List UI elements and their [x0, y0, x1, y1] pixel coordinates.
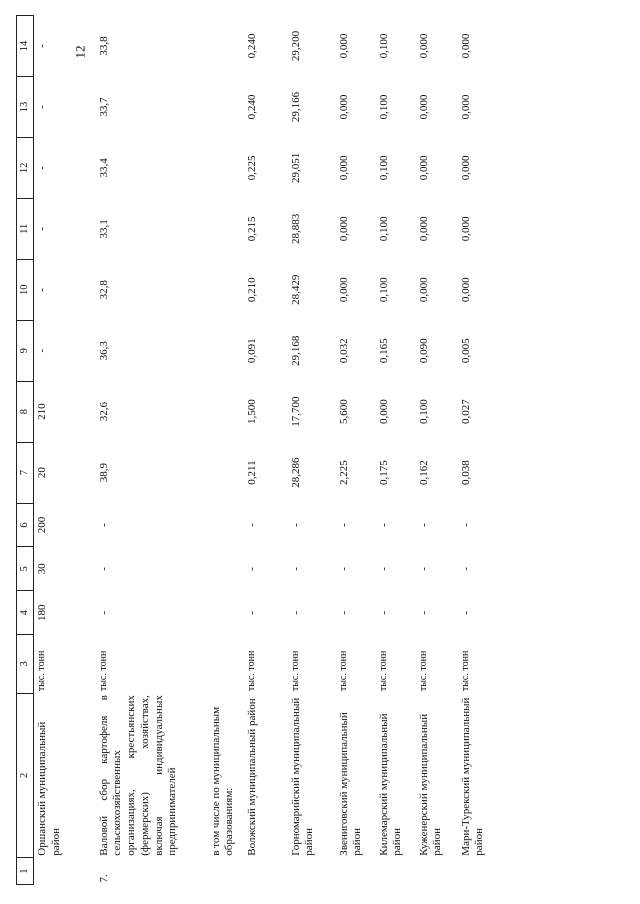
unit-cell: тыс. тонн	[97, 650, 109, 692]
value-cell: 5,600	[337, 399, 350, 424]
value-cell: 0,000	[377, 399, 390, 424]
value-cell: -	[377, 567, 390, 571]
row-number: 7.	[97, 874, 110, 883]
value-cell: 0,000	[337, 277, 350, 303]
row-name: Килемарский муниципальный район	[377, 713, 404, 856]
value-cell: 0,005	[459, 338, 472, 364]
value-cell: 33,4	[97, 158, 110, 178]
row-name: Мари-Турекский муниципальный район	[459, 697, 486, 856]
row-number	[336, 858, 376, 885]
column-header: 8	[17, 381, 34, 442]
value-cell: 210	[36, 403, 48, 420]
value-cell	[208, 137, 244, 198]
value-cell: 28,429	[289, 274, 302, 305]
unit-cell: тыс. тонн	[245, 650, 257, 692]
row-name: Горномарийский муниципальный район	[289, 697, 316, 856]
rotated-table-container	[16, 15, 624, 885]
column-header: 5	[17, 547, 34, 591]
table-row	[244, 16, 288, 885]
row-number	[34, 858, 96, 885]
value-cell: 0,215	[245, 216, 258, 242]
value-cell: 0,165	[377, 338, 390, 364]
value-cell: 0,240	[245, 33, 258, 59]
value-cell: 0,100	[377, 33, 390, 59]
column-header: 11	[17, 198, 34, 259]
value-cell: 0,000	[337, 33, 350, 59]
unit-cell: тыс. тонн	[289, 650, 301, 692]
value-cell: -	[97, 567, 110, 571]
column-header: 9	[17, 320, 34, 381]
table-row	[208, 16, 244, 885]
row-number	[376, 858, 416, 885]
value-cell: -	[97, 523, 110, 527]
column-header: 6	[17, 503, 34, 547]
value-cell: 0,000	[459, 277, 472, 303]
value-cell: 32,8	[97, 280, 110, 300]
column-header: 12	[17, 137, 34, 198]
value-cell: 0,000	[459, 216, 472, 242]
table-body	[34, 16, 504, 885]
table-row	[336, 16, 376, 885]
value-cell: -	[36, 105, 48, 109]
table-row	[416, 16, 458, 885]
row-number	[288, 858, 336, 885]
value-cell: 32,6	[97, 402, 110, 422]
value-cell: -	[36, 226, 48, 231]
value-cell: -	[417, 523, 430, 527]
value-cell: -	[36, 166, 48, 170]
row-name: в том числе по муниципальным образованиям:	[209, 706, 236, 856]
value-cell: 0,162	[417, 460, 430, 485]
value-cell: 33,7	[97, 97, 110, 117]
value-cell: 38,9	[97, 462, 110, 483]
row-name: Звениговский муниципальный район	[337, 712, 364, 856]
value-cell: 2,225	[337, 460, 350, 485]
value-cell: 0,100	[377, 277, 390, 303]
table-row	[376, 16, 416, 885]
row-number	[416, 858, 458, 885]
value-cell: 0,091	[245, 338, 258, 364]
value-cell: 0,027	[459, 399, 472, 424]
value-cell: -	[245, 523, 258, 527]
value-cell	[208, 381, 244, 442]
row-number	[208, 858, 244, 885]
row-name: Куженерский муниципальный район	[417, 713, 444, 856]
value-cell: 180	[36, 604, 48, 621]
value-cell: -	[245, 610, 258, 615]
value-cell	[208, 591, 244, 635]
value-cell: 1,500	[245, 399, 258, 424]
value-cell: 0,000	[417, 277, 430, 303]
column-header: 4	[17, 591, 34, 635]
value-cell	[208, 503, 244, 547]
row-number	[458, 858, 504, 885]
column-header: 2	[17, 693, 34, 858]
value-cell	[208, 198, 244, 259]
value-cell: -	[337, 523, 350, 527]
value-cell: -	[459, 610, 472, 615]
unit-cell	[208, 635, 244, 694]
column-header: 1	[17, 858, 34, 885]
value-cell: 28,883	[289, 213, 302, 244]
value-cell: -	[245, 567, 258, 571]
column-header: 7	[17, 442, 34, 503]
table-row	[458, 16, 504, 885]
value-cell: 0,240	[245, 94, 258, 120]
value-cell: -	[289, 610, 302, 615]
unit-cell: тыс. тонн	[377, 650, 389, 692]
value-cell: 0,211	[245, 460, 258, 485]
column-header: 10	[17, 259, 34, 320]
row-name: Волжский муниципальный район	[245, 698, 258, 856]
value-cell: 0,000	[417, 155, 430, 181]
value-cell: -	[459, 523, 472, 527]
value-cell: 0,000	[337, 155, 350, 181]
value-cell: 0,100	[377, 216, 390, 242]
unit-cell: тыс. тонн	[417, 650, 429, 692]
table-row	[96, 16, 208, 885]
value-cell: 200	[36, 516, 48, 534]
value-cell: -	[417, 610, 430, 615]
value-cell: 0,175	[377, 460, 390, 485]
value-cell: 0,000	[417, 94, 430, 120]
value-cell: -	[337, 567, 350, 571]
value-cell	[208, 547, 244, 591]
value-cell: 0,000	[459, 33, 472, 59]
value-cell: 20	[36, 467, 48, 479]
table-row	[288, 16, 336, 885]
value-cell: -	[36, 44, 48, 48]
value-cell: 0,225	[245, 155, 258, 181]
value-cell: 0,000	[459, 155, 472, 181]
value-cell	[208, 76, 244, 137]
value-cell: 17,700	[289, 396, 302, 427]
row-name: Валовой сбор картофеля в сельскохозяйственных организациях, крестьянских (фермерских) хозяйствах, включая индивидуальных предпринимателей	[97, 695, 179, 856]
value-cell: 28,286	[289, 457, 302, 488]
value-cell: 0,090	[417, 338, 430, 364]
value-cell: -	[289, 567, 302, 571]
value-cell: 29,166	[289, 91, 302, 123]
value-cell: 0,000	[459, 94, 472, 120]
value-cell: 0,032	[337, 338, 350, 364]
value-cell: 0,000	[337, 216, 350, 242]
value-cell: -	[417, 567, 430, 571]
value-cell: -	[97, 610, 110, 615]
value-cell: -	[289, 523, 302, 527]
value-cell: 0,210	[245, 277, 258, 303]
value-cell: 33,1	[97, 219, 110, 239]
column-header: 3	[17, 635, 34, 694]
column-header: 13	[17, 76, 34, 137]
column-header: 14	[17, 16, 34, 77]
value-cell	[208, 442, 244, 503]
table-row	[34, 16, 96, 885]
value-cell: 0,038	[459, 460, 472, 485]
value-cell	[208, 320, 244, 381]
value-cell: 29,168	[289, 335, 302, 366]
value-cell: 29,051	[289, 152, 302, 183]
value-cell: -	[377, 610, 390, 615]
value-cell: -	[337, 610, 350, 615]
value-cell: 0,100	[377, 94, 390, 120]
value-cell: -	[36, 287, 48, 292]
header-row	[17, 16, 34, 885]
value-cell: 30	[36, 563, 48, 575]
value-cell: 0,000	[417, 33, 430, 59]
row-name: Оршанский муниципальный район	[36, 721, 62, 856]
page-number: 12	[72, 45, 88, 59]
value-cell: 0,000	[417, 216, 430, 242]
value-cell: -	[459, 567, 472, 571]
unit-cell: тыс. тонн	[459, 650, 471, 692]
value-cell: -	[377, 523, 390, 527]
data-table	[16, 15, 504, 885]
value-cell: 0,100	[377, 155, 390, 181]
value-cell	[208, 259, 244, 320]
value-cell: 33,8	[97, 36, 110, 56]
row-number	[244, 858, 288, 885]
value-cell: 36,3	[97, 341, 110, 361]
value-cell: 29,200	[289, 30, 302, 62]
value-cell: 0,100	[417, 399, 430, 424]
value-cell: 0,000	[337, 94, 350, 120]
unit-cell: тыс. тонн	[337, 650, 349, 692]
value-cell	[208, 16, 244, 77]
unit-cell: тыс. тонн	[36, 650, 47, 692]
value-cell: -	[36, 348, 48, 353]
